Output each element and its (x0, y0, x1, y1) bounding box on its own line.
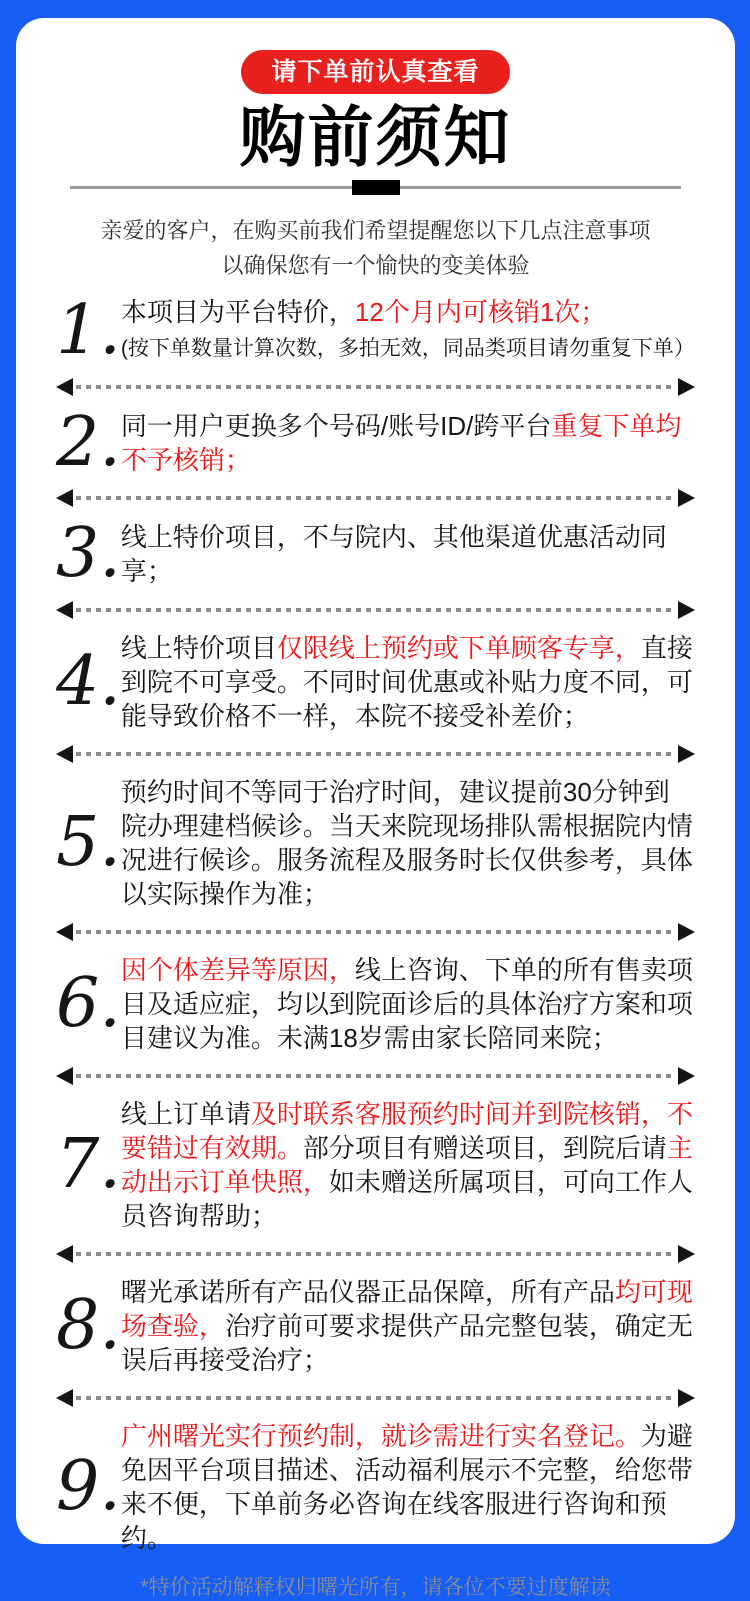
item-divider (56, 923, 695, 941)
item-divider (56, 1389, 695, 1407)
dashed-line (76, 1074, 675, 1078)
body-text: 线上订单请 (120, 1098, 251, 1129)
item-divider (56, 1245, 695, 1263)
arrow-right-icon (678, 1245, 695, 1263)
notice-item-5 (56, 775, 695, 911)
notice-card (16, 18, 735, 1599)
item-number: 4. (56, 642, 121, 722)
arrow-right-icon (678, 923, 695, 941)
item-text (121, 520, 695, 588)
intro-line-1: 亲爱的客户，在购买前我们希望提醒您以下几点注意事项 (100, 218, 651, 243)
page-title: 购前须知 (239, 100, 512, 174)
item-number: 2. (56, 403, 121, 482)
highlight-text: 仅限线上预约或下单顾客专享， (276, 632, 641, 663)
body-text: 曙光承诺所有产品仪器正品保障，所有产品 (120, 1276, 615, 1307)
highlight-text: 及时联系客服预约时间并到院核销，不要错过有效期。 (120, 1098, 693, 1163)
dashed-line (76, 1252, 675, 1256)
body-text: 同一用户更换多个号码/账号ID/跨平台 (120, 410, 552, 441)
arrow-left-icon (56, 1389, 73, 1407)
divider-center-block (352, 180, 400, 195)
item-divider (56, 378, 695, 396)
arrow-left-icon (56, 745, 73, 763)
highlight-text: 重复下单均不予核销； (120, 410, 682, 475)
arrow-left-icon (56, 1067, 73, 1085)
notice-item-9 (56, 1419, 695, 1555)
notice-item-8 (56, 1275, 695, 1377)
item-divider (56, 489, 695, 507)
item-number: 6. (56, 964, 121, 1044)
item-text (121, 295, 695, 366)
item-text (121, 1275, 695, 1377)
notice-item-1 (56, 290, 695, 370)
item-text (121, 631, 695, 733)
body-text: 本项目为平台特价， (120, 297, 355, 327)
highlight-text: 均可现场查验， (120, 1276, 693, 1341)
item-number: 7. (56, 1125, 121, 1205)
intro-text (56, 213, 695, 283)
body-text: 线上特价项目 (120, 632, 277, 663)
arrow-left-icon (56, 378, 73, 396)
notice-item-4 (56, 631, 695, 733)
intro-line-2: 以确保您有一个愉快的变美体验 (221, 253, 530, 278)
dashed-line (76, 752, 675, 756)
notice-item-6 (56, 953, 695, 1055)
arrow-left-icon (56, 489, 73, 507)
highlight-text: 主动出示订单快照， (120, 1132, 693, 1197)
notice-item-2 (56, 403, 695, 482)
dashed-line (76, 930, 675, 934)
header-badge: 请下单前认真查看 (241, 50, 509, 94)
arrow-right-icon (678, 1389, 695, 1407)
highlight-text: 广州曙光实行预约制，就诊需进行实名登记。 (120, 1420, 641, 1451)
arrow-right-icon (678, 745, 695, 763)
arrow-right-icon (678, 1067, 695, 1085)
body-text: 部分项目有赠送项目，到院后请 (302, 1132, 667, 1163)
item-number: 3. (56, 514, 121, 594)
body-text: 线上特价项目，不与院内、其他渠道优惠活动同享； (120, 522, 667, 587)
body-text: 治疗前可要求提供产品完整包装，确定无误后再接受治疗； (120, 1310, 693, 1375)
dashed-line (76, 496, 675, 500)
dashed-line (76, 608, 675, 612)
body-text: 预约时间不等同于治疗时间，建议提前30分钟到院办理建档候诊。当天来院现场排队需根据院内情况进行候诊。服务流程及服务时长仅供参考，具体以实际操作为准； (120, 776, 693, 909)
body-text: 为避免因平台项目描述、活动福利展示不完整，给您带来不便，下单前务必咨询在线客服进行咨询和预约。 (120, 1420, 693, 1553)
arrow-right-icon (678, 489, 695, 507)
item-text (121, 409, 695, 477)
arrow-right-icon (678, 378, 695, 396)
item-text (121, 1097, 695, 1233)
title-divider (70, 180, 681, 195)
arrow-right-icon (678, 601, 695, 619)
item-number: 8. (56, 1286, 121, 1366)
highlight-text: 因个体差异等原因， (120, 954, 355, 985)
footer-note: *特价活动解释权归曙光所有，请各位不要过度解读 (140, 1575, 611, 1599)
body-text: 线上咨询、下单的所有售卖项目及适应症，均以到院面诊后的具体治疗方案和项目建议为准。未满18岁需由家长陪同来院； (120, 954, 693, 1053)
body-text: (按下单数量计算次数，多拍无效，同品类项目请勿重复下单） (120, 337, 695, 360)
item-text (121, 775, 695, 911)
body-text: 如未赠送所属项目，可向工作人员咨询帮助； (120, 1166, 693, 1231)
arrow-left-icon (56, 1245, 73, 1263)
item-divider (56, 745, 695, 763)
highlight-text: 12个月内可核销1次； (354, 297, 607, 327)
item-text (121, 953, 695, 1055)
item-number: 9. (56, 1447, 121, 1527)
arrow-left-icon (56, 601, 73, 619)
item-divider (56, 601, 695, 619)
item-text (121, 1419, 695, 1555)
notice-item-3 (56, 514, 695, 594)
dashed-line (76, 385, 675, 389)
item-divider (56, 1067, 695, 1085)
notice-list (56, 290, 695, 1555)
body-text: 直接到院不可享受。不同时间优惠或补贴力度不同，可能导致价格不一样，本院不接受补差价； (120, 632, 693, 731)
item-number: 5. (56, 803, 121, 883)
arrow-left-icon (56, 923, 73, 941)
item-number: 1. (56, 290, 121, 370)
dashed-line (76, 1396, 675, 1400)
notice-item-7 (56, 1097, 695, 1233)
